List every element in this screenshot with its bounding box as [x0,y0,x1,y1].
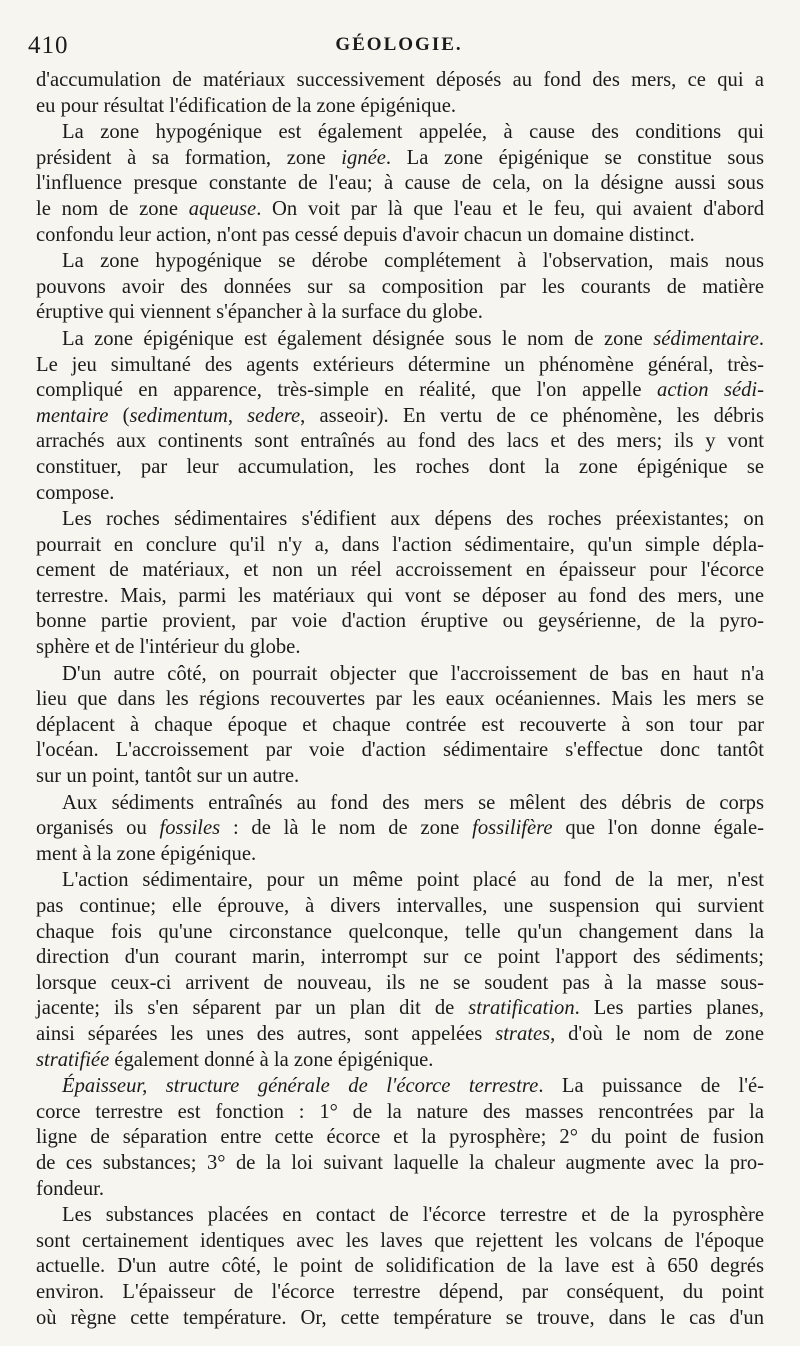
text-line: pas continue; elle éprouve, à divers intervalles, une suspension qui survient [36,895,764,917]
italic-text: sedimentum [129,404,228,427]
paragraph [36,791,764,868]
paragraph [36,507,764,661]
text-line: ment à la zone épigénique. [36,842,257,865]
running-title: GÉOLOGIE. [335,34,463,55]
text-line: Les roches sédimentaires s'édifient aux dépens des roches préexistantes; on [62,508,764,531]
text-line: l'influence presque constante de l'eau; à cause de cela, on la désigne aussi sous [36,172,764,195]
italic-text: fossilifère [472,817,553,840]
page-header [28,30,770,66]
text-line: confondu leur action, n'ont pas cessé depuis d'avoir chacun un domaine distinct. [36,223,695,246]
text-line: éruptive qui viennent s'épancher à la surface du globe. [36,301,483,324]
text-line: Épaisseur, structure générale de l'écorce terrestre. La puissance de l'é- [62,1075,764,1098]
text-line: compliqué en apparence, très-simple en réalité, que l'on appelle action sédi- [36,379,764,402]
text-line: La zone hypogénique est également appelée, à cause des conditions qui [62,121,764,144]
paragraph [36,662,764,790]
paragraph [36,868,764,1073]
text-line: mentaire (sedimentum, sedere, asseoir). En vertu de ce phénomène, les débris [36,404,764,427]
text-line: le nom de zone aqueuse. On voit par là que l'eau et le feu, qui avaient d'abord [36,197,764,220]
text-line: La zone épigénique est également désignée sous le nom de zone sédimentaire. [62,327,764,350]
paragraph [36,1074,764,1202]
italic-text: action sédi- [657,379,764,402]
text-line: stratifiée également donné à la zone épigénique. [36,1048,434,1071]
text-line: pouvons avoir des données sur sa composition par les courants de matière [36,275,764,298]
text-line: fondeur. [36,1177,105,1200]
italic-text: stratification [468,997,575,1020]
text-line: ainsi séparées les unes des autres, sont appelées strates, d'où le nom de zone [36,1022,764,1045]
text-line: actuelle. D'un autre côté, le point de solidification de la lave est à 650 degrés [36,1255,764,1278]
italic-text: Épaisseur, structure générale de l'écorce terrestre [62,1075,539,1098]
text-line: D'un autre côté, on pourrait objecter que l'accroissement de bas en haut n'a [62,662,764,685]
text-line: direction d'un courant marin, interrompt sur ce point l'apport des sédiments; [36,946,764,969]
text-line: corce terrestre est fonction : 1° de la nature des masses rencontrées par la [36,1100,764,1123]
italic-text: sédimentaire [653,327,759,350]
page-number: 410 [28,32,69,59]
italic-text: strates [495,1022,551,1045]
italic-text: stratifiée [36,1048,110,1071]
italic-text: fossiles [159,817,221,840]
text-line: lieu que dans les régions recouvertes par les eaux océaniennes. Mais les mers se [36,688,764,711]
italic-text: mentaire [36,404,109,427]
italic-text: ignée [341,146,386,169]
text-line: ligne de séparation entre cette écorce et la pyrosphère; 2° du point de fusion [36,1126,764,1149]
paragraph [36,1203,764,1331]
italic-text: sedere [247,404,301,427]
text-line: déplacent à chaque époque et chaque contrée est recouverte à son tour par [36,713,764,736]
text-line: compose. [36,481,115,504]
text-line: l'océan. L'accroissement par voie d'action sédimentaire s'effectue donc tantôt [36,739,764,762]
text-line: où règne cette température. Or, cette température se trouve, dans le cas d'un [36,1306,764,1329]
text-line: d'accumulation de matériaux successivement déposés au fond des mers, ce qui a [36,69,764,91]
paragraph [36,327,764,506]
text-line: L'action sédimentaire, pour un même point placé au fond de la mer, n'est [62,869,764,892]
text-line: environ. L'épaisseur de l'écorce terrestre dépend, par conséquent, du point [36,1280,764,1303]
text-line: Les substances placées en contact de l'écorce terrestre et de la pyrosphère [62,1204,764,1227]
text-line: organisés ou fossiles : de là le nom de zone fossilifère que l'on donne égale- [36,817,764,840]
text-line: jacente; ils s'en séparent par un plan dit de stratification. Les parties planes, [36,997,764,1020]
text-line: constituer, par leur accumulation, les roches dont la zone épigénique se [36,455,764,478]
italic-text: aqueuse [188,197,257,220]
paragraph [36,120,764,248]
text-line: lorsque ceux-ci arrivent de nouveau, ils ne se soudent pas à la masse sous- [36,971,764,994]
text-line: La zone hypogénique se dérobe complétement à l'observation, mais nous [62,250,764,273]
text-line: Aux sédiments entraînés au fond des mers se mêlent des débris de corps [62,791,764,814]
text-line: président à sa formation, zone ignée. La zone épigénique se constitue sous [36,146,764,169]
page-body [36,68,764,1331]
text-line: sur un point, tantôt sur un autre. [36,765,300,788]
text-line: terrestre. Mais, parmi les matériaux qui vont se déposer au fond des mers, une [36,584,764,607]
text-line: sphère et de l'intérieur du globe. [36,636,301,659]
paragraph [36,68,764,119]
text-line: sont certainement identiques avec les laves que rejettent les volcans de l'époque [36,1229,764,1252]
text-line: bonne partie provient, par voie d'action éruptive ou geysérienne, de la pyro- [36,610,764,633]
text-line: eu pour résultat l'édification de la zone épigénique. [36,94,456,117]
text-line: arrachés aux continents sont entraînés au fond des lacs et des mers; ils y vont [36,430,764,453]
paragraph [36,249,764,326]
text-line: de ces substances; 3° de la loi suivant laquelle la chaleur augmente avec la pro- [36,1151,764,1174]
text-line: Le jeu simultané des agents extérieurs détermine un phénomène général, très- [36,353,764,376]
text-line: cement de matériaux, et non un réel accroissement en épaisseur pour l'écorce [36,559,764,582]
text-line: chaque fois qu'une circonstance quelconque, telle qu'un changement dans la [36,920,764,943]
text-line: pourrait en conclure qu'il n'y a, dans l'action sédimentaire, qu'un simple dépla- [36,533,764,556]
